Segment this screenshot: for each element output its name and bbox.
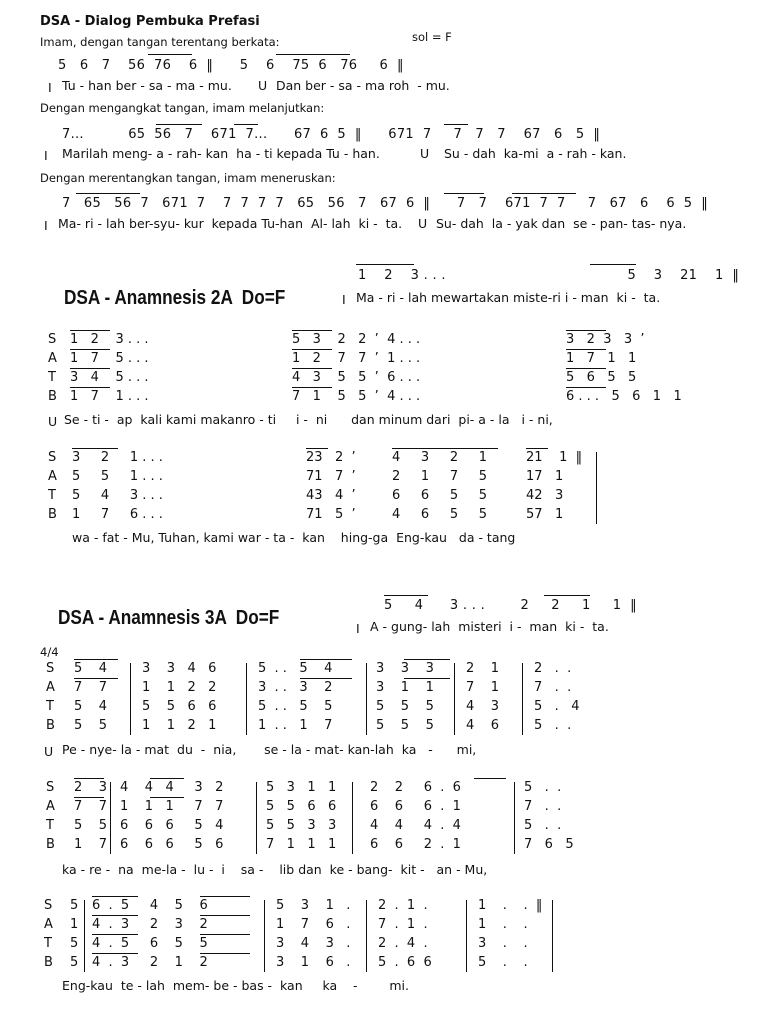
voice-label-b: B — [44, 955, 53, 970]
beam-line — [566, 368, 606, 369]
voice-label-a: A — [44, 917, 53, 932]
voice-label-t: T — [44, 936, 52, 951]
dialog-lyric-priest-1: Tu - han ber - sa - ma - mu. — [62, 78, 232, 93]
notes-s-0: 5 4 — [74, 661, 108, 676]
dialog-lyric-priest-3: Ma- ri - lah ber-syu- kur kepada Tu-han Al- lah ki - ta. — [58, 216, 403, 231]
notes-a-2: 5 5 6 6 — [266, 799, 337, 814]
notes-b-0: 1 7 6 . . . — [72, 507, 163, 522]
anamnesis-3a-lyric-2: ka - re - na me-la - lu - i sa - lib dan ke - bang- kit - an - Mu, — [62, 862, 488, 877]
voice-label-a: A — [48, 351, 57, 366]
voice-label-s: S — [46, 780, 55, 795]
beam-line — [92, 915, 138, 916]
bar-line — [130, 663, 131, 735]
beam-line — [74, 659, 118, 660]
notes-t-2: 5 6 5 5 — [566, 370, 637, 385]
bar-line — [84, 900, 85, 972]
notes-s-0: 2 3 — [74, 780, 108, 795]
notes-t-0: 3 4 5 . . . — [70, 370, 149, 385]
notes-a-2: 1 7 1 1 — [566, 351, 637, 366]
notes-s-1: 3 3 4 6 — [142, 661, 217, 676]
notes-s-3: 21 1 ‖ — [526, 450, 583, 465]
notes-b-4: 4 6 — [466, 718, 500, 733]
notes-b-0: 5 5 — [74, 718, 108, 733]
dialog-lyric-i: I — [48, 80, 52, 95]
beam-line — [404, 678, 450, 679]
voice-label-s: S — [48, 450, 57, 465]
beam-line — [292, 368, 332, 369]
voice-label-a: A — [48, 469, 57, 484]
dialog-notes-3: 7 65 56 7 671 7 7 7 7 7 65 56 7 67 6 ‖ 7 7 671 7 7 7 67 6 6 5 ‖ — [62, 196, 709, 211]
beam-line — [566, 387, 606, 388]
notes-s-3: 2 . 1 . — [378, 898, 428, 913]
notes-s-2: 5 3 1 . — [276, 898, 351, 913]
intro-slur — [590, 264, 636, 265]
voice-label-t: T — [46, 818, 54, 833]
notes-b-2: 7 1 1 1 — [266, 837, 337, 852]
notes-b-4: 7 6 5 — [524, 837, 574, 852]
notes-a-1: 4 . 3 2 3 2 — [92, 917, 208, 932]
notes-a-4: 7 . . — [524, 799, 562, 814]
beam-line — [300, 659, 352, 660]
beam-line — [92, 896, 138, 897]
voice-label-b: B — [48, 389, 57, 404]
notes-a-3: 17 1 — [526, 469, 564, 484]
notes-t-4: 4 3 — [466, 699, 500, 714]
beam-line — [526, 448, 548, 449]
notes-b-2: 1 . . 1 7 — [258, 718, 333, 733]
notes-s-1: 5 3 2 2 ’ 4 . . . — [292, 332, 421, 347]
notes-b-1: 6 6 6 5 6 — [120, 837, 224, 852]
beam-line — [474, 778, 506, 779]
beam-line — [72, 448, 118, 449]
dialog-lyric-u: U — [258, 78, 268, 93]
anamnesis-3a-intro-notes: 5 4 3 . . . 2 2 1 1 ‖ — [384, 598, 637, 613]
notes-t-3: 2 . 4 . — [378, 936, 428, 951]
notes-a-4: 7 1 — [466, 680, 500, 695]
voice-label-t: T — [48, 488, 56, 503]
voice-label-t: T — [48, 370, 56, 385]
notes-a-4: 1 . . — [478, 917, 528, 932]
dialog-notes-2: 7... 65 56 7 671 7... 67 6 5 ‖ 671 7 7 7 7 67 6 5 ‖ — [62, 127, 601, 142]
notes-s-2: 4 3 2 1 — [392, 450, 488, 465]
notes-a-1: 1 1 1 7 7 — [120, 799, 224, 814]
notes-a-1: 1 2 7 7 ’ 1 . . . — [292, 351, 421, 366]
notes-b-1: 4 . 3 2 1 2 — [92, 955, 208, 970]
dialog-slur — [156, 124, 202, 125]
beam-line — [74, 797, 104, 798]
dialog-lyric-i: I — [44, 148, 48, 163]
beam-line — [566, 330, 606, 331]
notes-b-1: 1 1 2 1 — [142, 718, 217, 733]
time-signature: 4/4 — [40, 645, 59, 659]
dialog-slur — [276, 54, 350, 55]
notes-b-2: 6 . . . 5 6 1 1 — [566, 389, 682, 404]
anamnesis-3a-lyric-1: Pe - nye- la - mat du - nia, se - la - mat- kan-lah ka - mi, — [62, 742, 477, 757]
notes-b-1: 71 5 ’ — [306, 507, 356, 522]
notes-t-3: 42 3 — [526, 488, 564, 503]
anamnesis-2a-lyric-2: wa - fat - Mu, Tuhan, kami war - ta - kan hing-ga Eng-kau da - tang — [72, 530, 516, 545]
notes-s-4: 5 . . — [524, 780, 562, 795]
bar-line — [552, 900, 553, 972]
anamnesis-2a-lyric-u: U — [48, 414, 58, 429]
dialog-slur — [512, 193, 576, 194]
voice-label-b: B — [48, 507, 57, 522]
dialog-lyric-u: U — [418, 216, 428, 231]
notes-s-2: 3 2 3 3 ’ — [566, 332, 645, 347]
voice-label-t: T — [46, 699, 54, 714]
notes-t-3: 5 5 5 — [376, 699, 434, 714]
dialog-notes-1: 5 6 7 56 76 6 ‖ 5 6 75 6 76 6 ‖ — [58, 58, 404, 73]
notes-a-1: 1 1 2 2 — [142, 680, 217, 695]
dialog-lyric-people-2: Su - dah ka-mi a - rah - kan. — [444, 146, 627, 161]
notes-a-0: 5 5 1 . . . — [72, 469, 163, 484]
anamnesis-3a-intro-lyric: A - gung- lah misteri i - man ki - ta. — [370, 619, 609, 634]
dialog-slur — [148, 54, 192, 55]
dialog-lyric-people-1: Dan ber - sa - ma roh - mu. — [276, 78, 450, 93]
beam-line — [200, 934, 250, 935]
dialog-instruction-2: Dengan mengangkat tangan, imam melanjutkan: — [40, 101, 325, 115]
intro-slur — [356, 264, 414, 265]
notes-a-2: 3 . . 3 2 — [258, 680, 333, 695]
anamnesis-2a-lyric-1: Se - ti - ap kali kami makanro - ti i - ni dan minum dari pi- a - la i - ni, — [64, 412, 553, 427]
notes-a-0: 1 — [70, 917, 79, 932]
notes-a-2: 1 7 6 . — [276, 917, 351, 932]
anamnesis-3a-lyric-3: Eng-kau te - lah mem- be - bas - kan ka - mi. — [62, 978, 409, 993]
notes-s-0: 5 — [70, 898, 79, 913]
beam-line — [200, 896, 250, 897]
notes-t-0: 5 4 — [74, 699, 108, 714]
voice-label-s: S — [48, 332, 57, 347]
notes-t-2: 5 5 3 3 — [266, 818, 337, 833]
bar-line — [246, 663, 247, 735]
bar-line — [366, 663, 367, 735]
beam-line — [292, 387, 332, 388]
beam-line — [70, 349, 110, 350]
beam-line — [566, 349, 606, 350]
notes-t-1: 6 6 6 5 4 — [120, 818, 224, 833]
notes-a-5: 7 . . — [534, 680, 572, 695]
notes-b-1: 7 1 5 5 ’ 4 . . . — [292, 389, 421, 404]
anamnesis-3a-title: DSA - Anamnesis 3A Do=F — [58, 607, 280, 629]
notes-t-2: 3 4 3 . — [276, 936, 351, 951]
notes-a-0: 7 7 — [74, 799, 108, 814]
beam-line — [150, 778, 184, 779]
notes-a-0: 1 7 5 . . . — [70, 351, 149, 366]
notes-b-4: 5 . . — [478, 955, 528, 970]
notes-t-2: 5 . . 5 5 — [258, 699, 333, 714]
beam-line — [292, 349, 332, 350]
notes-t-1: 43 4 ’ — [306, 488, 356, 503]
anamnesis-2a-intro-i: I — [342, 292, 346, 307]
intro-slur — [544, 595, 590, 596]
notes-b-5: 5 . . — [534, 718, 572, 733]
notes-b-3: 5 5 5 — [376, 718, 434, 733]
notes-s-4: 1 . . ‖ — [478, 898, 543, 913]
anamnesis-2a-title: DSA - Anamnesis 2A Do=F — [64, 287, 286, 309]
dialog-key: sol = F — [412, 30, 452, 44]
notes-t-0: 5 5 — [74, 818, 108, 833]
notes-b-2: 4 6 5 5 — [392, 507, 488, 522]
bar-line — [514, 782, 515, 854]
notes-t-2: 6 6 5 5 — [392, 488, 488, 503]
beam-line — [74, 778, 104, 779]
notes-s-5: 2 . . — [534, 661, 572, 676]
dialog-title: DSA - Dialog Pembuka Prefasi — [40, 14, 260, 29]
voice-label-s: S — [44, 898, 53, 913]
bar-line — [466, 900, 467, 972]
notes-s-1: 4 4 4 3 2 — [120, 780, 224, 795]
beam-line — [92, 934, 138, 935]
notes-b-0: 1 7 — [74, 837, 108, 852]
anamnesis-2a-intro-notes: 1 2 3 . . . 5 3 21 1 ‖ — [358, 268, 740, 283]
notes-s-3: 2 2 6 . 6 — [370, 780, 461, 795]
beam-line — [70, 330, 110, 331]
notes-b-0: 1 7 1 . . . — [70, 389, 149, 404]
beam-line — [200, 953, 250, 954]
notes-t-0: 5 — [70, 936, 79, 951]
dialog-slur — [444, 193, 484, 194]
notes-s-0: 1 2 3 . . . — [70, 332, 149, 347]
dialog-lyric-i: I — [44, 218, 48, 233]
beam-line — [92, 953, 138, 954]
notes-t-1: 5 5 6 6 — [142, 699, 217, 714]
notes-a-3: 3 1 1 — [376, 680, 434, 695]
notes-t-1: 4 . 5 6 5 5 — [92, 936, 208, 951]
notes-a-0: 7 7 — [74, 680, 108, 695]
bar-line — [264, 900, 265, 972]
anamnesis-3a-lyric-u: U — [44, 744, 54, 759]
bar-line — [256, 782, 257, 854]
voice-label-a: A — [46, 799, 55, 814]
bar-line — [454, 663, 455, 735]
notes-s-1: 6 . 5 4 5 6 — [92, 898, 208, 913]
notes-s-2: 5 . . 5 4 — [258, 661, 333, 676]
notes-t-1: 4 3 5 5 ’ 6 . . . — [292, 370, 421, 385]
voice-label-a: A — [46, 680, 55, 695]
notes-t-3: 4 4 4 . 4 — [370, 818, 461, 833]
notes-b-2: 3 1 6 . — [276, 955, 351, 970]
beam-line — [74, 678, 118, 679]
notes-s-2: 5 3 1 1 — [266, 780, 337, 795]
beam-line — [306, 448, 328, 449]
notes-s-3: 3 3 3 — [376, 661, 434, 676]
bar-line — [366, 900, 367, 972]
dialog-lyric-priest-2: Marilah meng- a - rah- kan ha - ti kepada Tu - han. — [62, 146, 380, 161]
notes-t-0: 5 4 3 . . . — [72, 488, 163, 503]
notes-a-3: 7 . 1 . — [378, 917, 428, 932]
dialog-slur — [444, 124, 468, 125]
dialog-slur — [234, 124, 258, 125]
beam-line — [150, 797, 184, 798]
beam-line — [70, 368, 110, 369]
anamnesis-2a-intro-lyric: Ma - ri - lah mewartakan miste-ri i - man ki - ta. — [356, 290, 661, 305]
notes-b-3: 57 1 — [526, 507, 564, 522]
notes-a-1: 71 7 ’ — [306, 469, 356, 484]
beam-line — [292, 330, 332, 331]
notes-t-5: 5 . 4 — [534, 699, 580, 714]
notes-a-2: 2 1 7 5 — [392, 469, 488, 484]
notes-t-4: 5 . . — [524, 818, 562, 833]
notes-s-0: 3 2 1 . . . — [72, 450, 163, 465]
bar-line — [522, 663, 523, 735]
bar-line — [110, 782, 111, 854]
voice-label-b: B — [46, 718, 55, 733]
bar-line — [596, 452, 597, 524]
beam-line — [392, 448, 498, 449]
voice-label-s: S — [46, 661, 55, 676]
notes-b-3: 5 . 6 6 — [378, 955, 432, 970]
beam-line — [200, 915, 250, 916]
anamnesis-3a-intro-i: I — [356, 621, 360, 636]
dialog-lyric-u: U — [420, 146, 430, 161]
beam-line — [404, 659, 450, 660]
notes-s-1: 23 2 ’ — [306, 450, 356, 465]
dialog-slur — [76, 193, 140, 194]
voice-label-b: B — [46, 837, 55, 852]
intro-slur — [384, 595, 428, 596]
notes-a-3: 6 6 6 . 1 — [370, 799, 461, 814]
notes-b-0: 5 — [70, 955, 79, 970]
bar-line — [352, 782, 353, 854]
notes-t-4: 3 . . — [478, 936, 528, 951]
dialog-lyric-people-3: Su- dah la - yak dan se - pan- tas- nya. — [436, 216, 687, 231]
dialog-instruction-3: Dengan merentangkan tangan, imam meneruskan: — [40, 171, 336, 185]
beam-line — [300, 678, 352, 679]
notes-b-3: 6 6 2 . 1 — [370, 837, 461, 852]
notes-s-4: 2 1 — [466, 661, 500, 676]
beam-line — [70, 387, 110, 388]
dialog-instruction-1: Imam, dengan tangan terentang berkata: — [40, 35, 280, 49]
